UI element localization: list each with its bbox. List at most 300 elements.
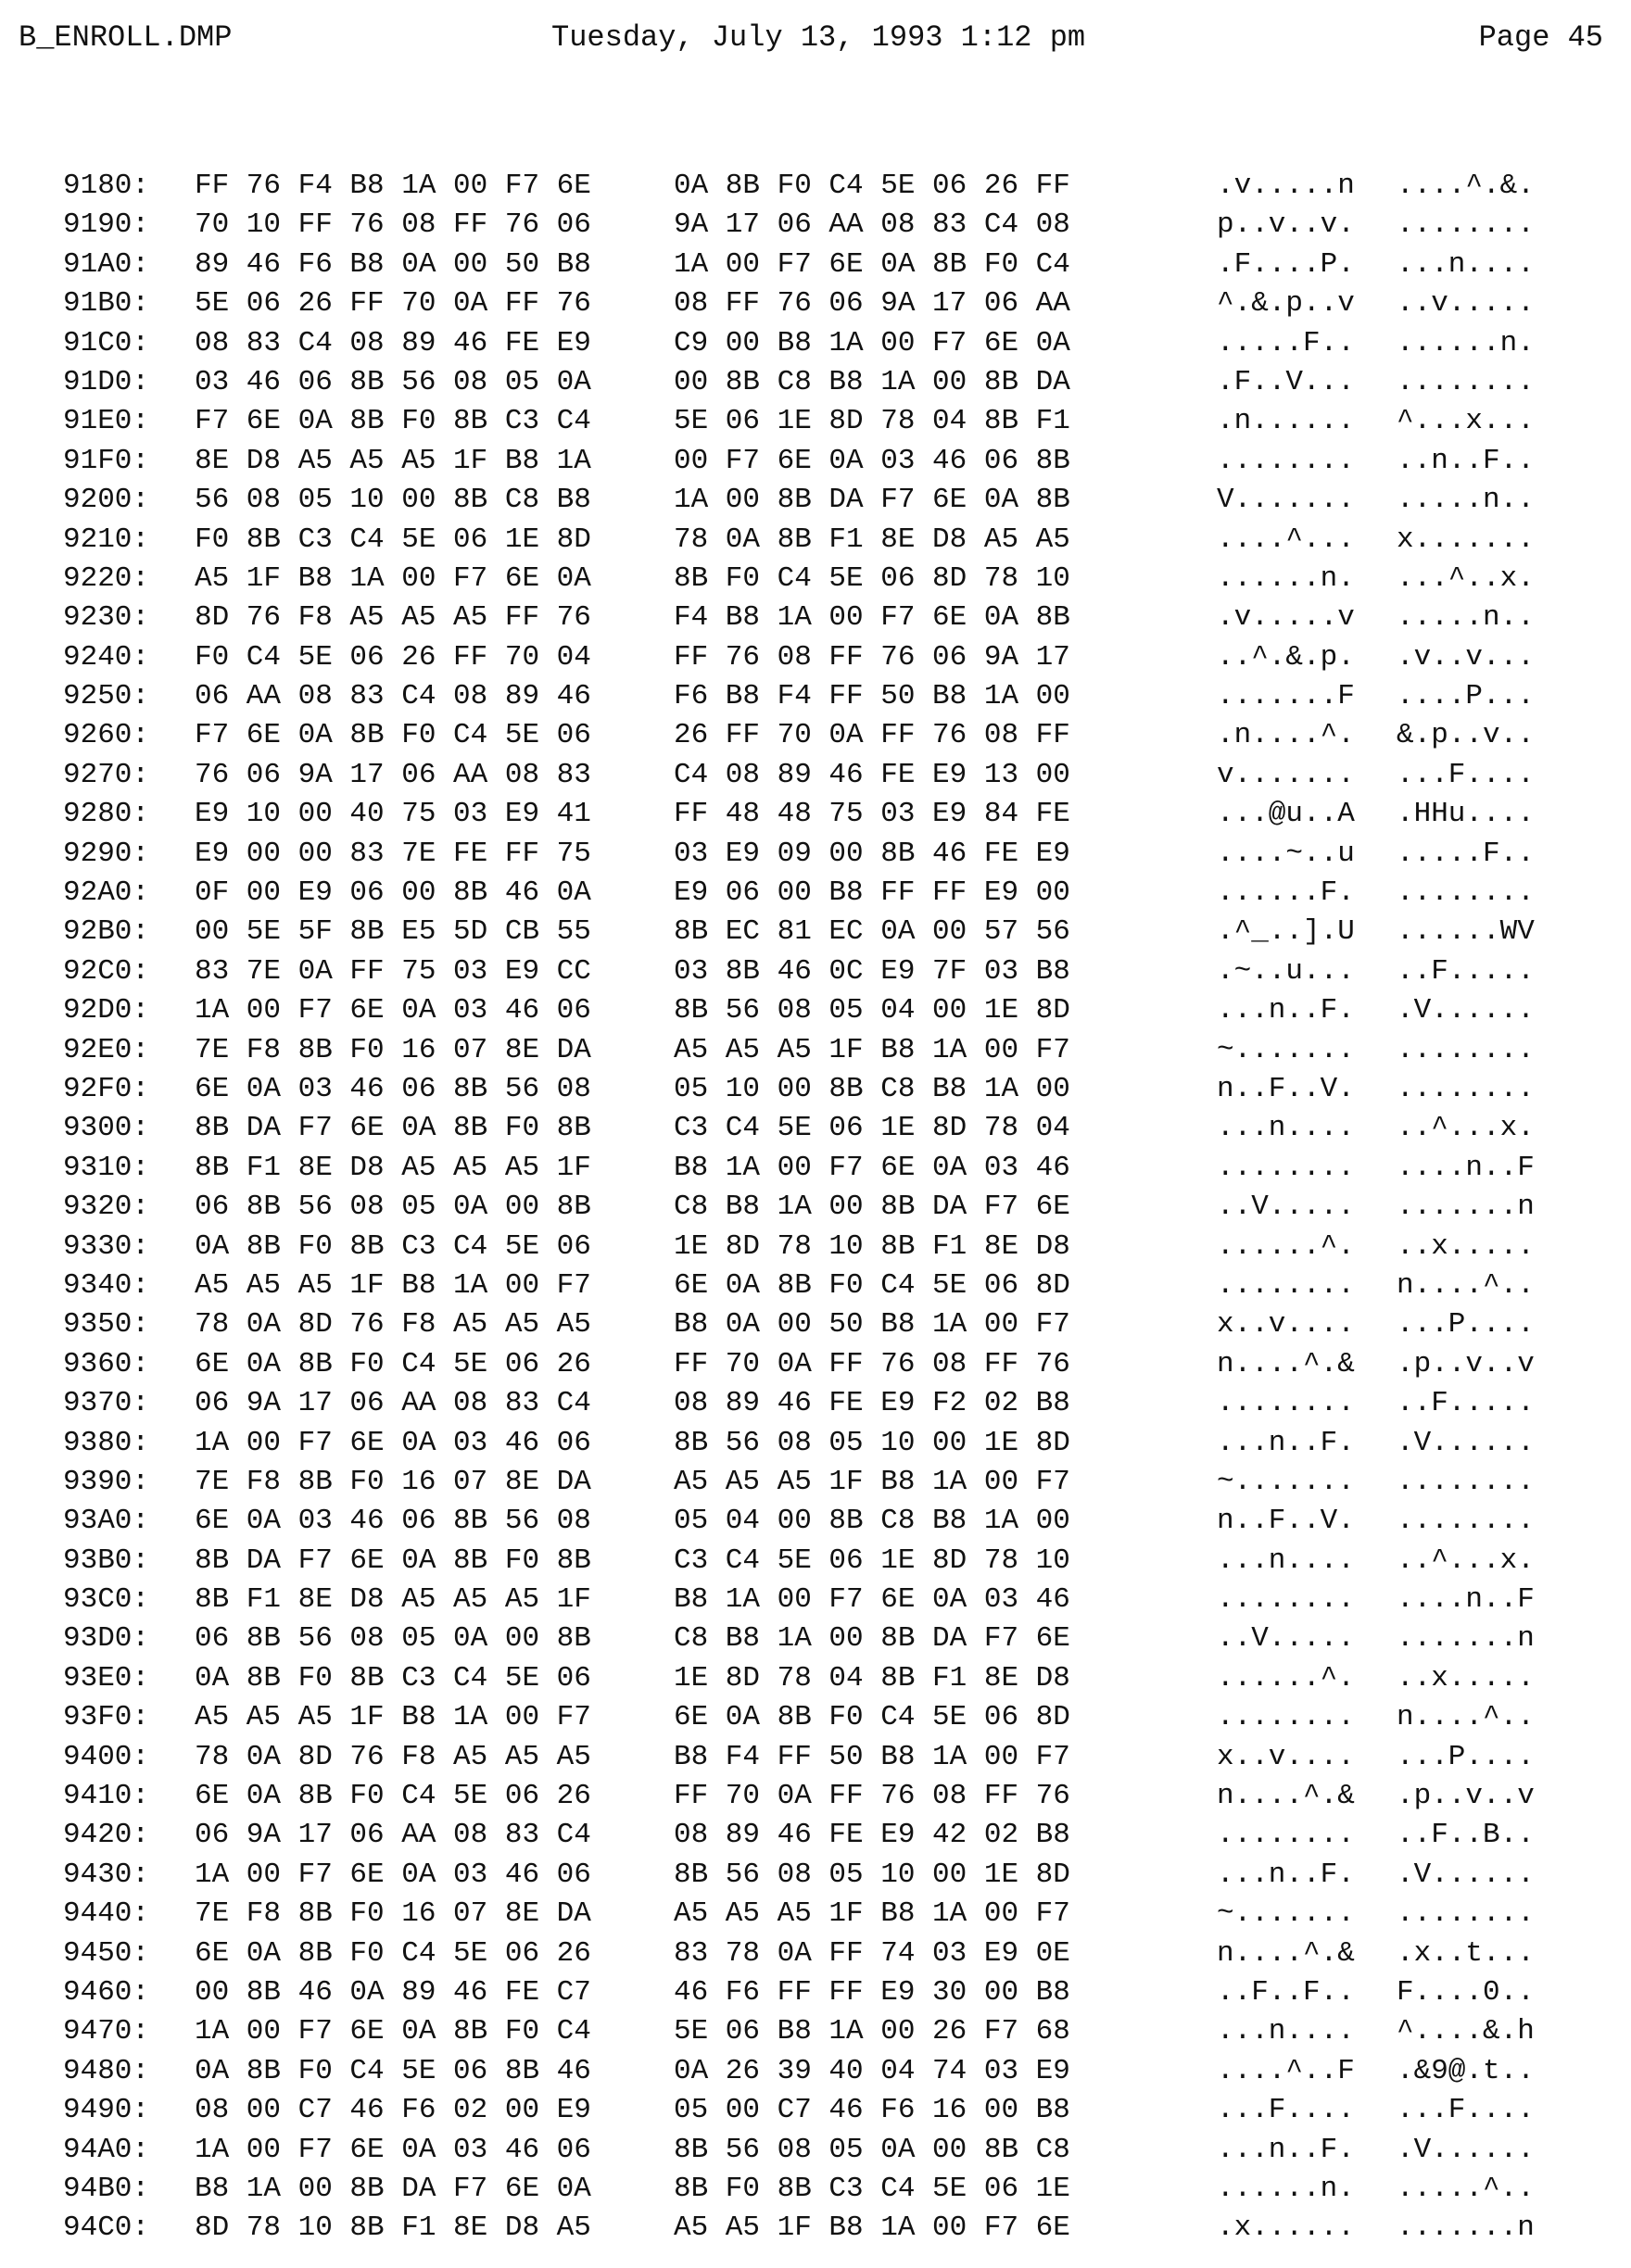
hex-bytes-high: A5 A5 1F B8 1A 00 F7 6E [674,2211,1070,2245]
hex-bytes-low: 0A 8B F0 8B C3 C4 5E 06 [195,1229,591,1263]
ascii-high: .V...... [1397,1858,1535,1891]
hex-bytes-low: 8B F1 8E D8 A5 A5 A5 1F [195,1151,591,1184]
ascii-low: ...n..F. [1217,1426,1355,1459]
ascii-high: ..x..... [1397,1661,1535,1695]
row-address: 92A0: [63,876,150,910]
ascii-high: .HHu.... [1397,798,1535,831]
ascii-high: .V...... [1397,994,1535,1027]
hex-bytes-high: B8 0A 00 50 B8 1A 00 F7 [674,1308,1070,1342]
hex-bytes-high: C4 08 89 46 FE E9 13 00 [674,758,1070,791]
hex-bytes-high: 8B 56 08 05 10 00 1E 8D [674,1858,1070,1891]
dump-row [0,1934,1631,1973]
row-address: 9330: [63,1229,150,1263]
row-address: 93D0: [63,1622,150,1656]
ascii-low: ......n. [1217,561,1355,595]
dump-row [0,1738,1631,1777]
hex-bytes-high: A5 A5 A5 1F B8 1A 00 F7 [674,1897,1070,1931]
ascii-high: ........ [1397,1897,1535,1931]
ascii-high: ..F..B.. [1397,1819,1535,1852]
ascii-low: .n....^. [1217,719,1355,752]
row-address: 9430: [63,1858,150,1891]
hex-bytes-high: 26 FF 70 0A FF 76 08 FF [674,719,1070,752]
hex-bytes-high: 0A 8B F0 C4 5E 06 26 FF [674,170,1070,202]
hex-bytes-low: 78 0A 8D 76 F8 A5 A5 A5 [195,1740,591,1773]
row-address: 93E0: [63,1661,150,1695]
row-address: 9270: [63,758,150,791]
dump-row [0,1816,1631,1855]
row-address: 94B0: [63,2172,150,2205]
ascii-high: ........ [1397,365,1535,398]
row-address: 9370: [63,1387,150,1420]
hex-bytes-high: 1E 8D 78 10 8B F1 8E D8 [674,1229,1070,1263]
ascii-high: .p..v..v [1397,1347,1535,1380]
row-address: 91D0: [63,365,150,398]
row-address: 9320: [63,1191,150,1224]
dump-row [0,284,1631,323]
dump-row [0,246,1631,284]
hex-bytes-low: E9 00 00 83 7E FE FF 75 [195,837,591,870]
dump-row [0,2209,1631,2248]
ascii-high: ^....&.h [1397,2015,1535,2048]
ascii-high: ....n..F [1397,1151,1535,1184]
hex-bytes-low: A5 A5 A5 1F B8 1A 00 F7 [195,1701,591,1734]
hex-bytes-high: A5 A5 A5 1F B8 1A 00 F7 [674,1033,1070,1066]
ascii-low: x..v.... [1217,1740,1355,1773]
hex-bytes-low: 70 10 FF 76 08 FF 76 06 [195,208,591,242]
ascii-high: ......WV [1397,915,1535,949]
hex-bytes-high: C3 C4 5E 06 1E 8D 78 04 [674,1112,1070,1145]
ascii-low: .x...... [1217,2211,1355,2245]
ascii-high: ........ [1397,1465,1535,1498]
row-address: 9450: [63,1936,150,1970]
dump-row [0,1973,1631,2012]
dump-row [0,324,1631,363]
hex-bytes-high: 8B 56 08 05 0A 00 8B C8 [674,2133,1070,2166]
dump-row [0,1856,1631,1895]
hex-bytes-low: 56 08 05 10 00 8B C8 B8 [195,484,591,517]
hex-bytes-low: 8B DA F7 6E 0A 8B F0 8B [195,1544,591,1577]
hex-bytes-high: 08 89 46 FE E9 F2 02 B8 [674,1387,1070,1420]
hex-bytes-high: 5E 06 B8 1A 00 26 F7 68 [674,2015,1070,2048]
hex-bytes-high: E9 06 00 B8 FF FF E9 00 [674,876,1070,910]
dump-row [0,835,1631,874]
hex-bytes-low: F7 6E 0A 8B F0 8B C3 C4 [195,405,591,438]
hex-bytes-high: FF 70 0A FF 76 08 FF 76 [674,1780,1070,1813]
hex-bytes-low: B8 1A 00 8B DA F7 6E 0A [195,2172,591,2205]
hex-bytes-high: B8 1A 00 F7 6E 0A 03 46 [674,1583,1070,1617]
ascii-high: ....P... [1397,680,1535,713]
hex-bytes-low: 06 9A 17 06 AA 08 83 C4 [195,1387,591,1420]
ascii-low: ~....... [1217,1465,1355,1498]
row-address: 9310: [63,1151,150,1184]
ascii-high: ..^...x. [1397,1544,1535,1577]
dump-row [0,1384,1631,1423]
hex-bytes-high: 05 04 00 8B C8 B8 1A 00 [674,1505,1070,1538]
hex-bytes-low: 5E 06 26 FF 70 0A FF 76 [195,287,591,321]
row-address: 93A0: [63,1505,150,1538]
ascii-low: ........ [1217,1268,1355,1302]
hex-bytes-low: FF 76 F4 B8 1A 00 F7 6E [195,170,591,202]
row-address: 91A0: [63,247,150,281]
ascii-low: .n...... [1217,405,1355,438]
hex-bytes-low: 08 00 C7 46 F6 02 00 E9 [195,2094,591,2127]
ascii-low: .~..u... [1217,954,1355,988]
ascii-high: F....0.. [1397,1975,1535,2009]
dump-row [0,2052,1631,2091]
row-address: 9190: [63,208,150,242]
dump-row [0,638,1631,677]
dump-row [0,1502,1631,1541]
ascii-low: x..v.... [1217,1308,1355,1342]
ascii-low: ...n.... [1217,1112,1355,1145]
ascii-high: ........ [1397,1033,1535,1066]
ascii-low: .F..V... [1217,365,1355,398]
dump-row [0,1031,1631,1070]
row-address: 9180: [63,170,150,202]
hex-bytes-low: 7E F8 8B F0 16 07 8E DA [195,1897,591,1931]
ascii-low: ........ [1217,1387,1355,1420]
hex-bytes-high: 00 F7 6E 0A 03 46 06 8B [674,444,1070,477]
ascii-high: .p..v..v [1397,1780,1535,1813]
ascii-low: ...n..F. [1217,1858,1355,1891]
ascii-high: ...F.... [1397,758,1535,791]
row-address: 92B0: [63,915,150,949]
row-address: 9350: [63,1308,150,1342]
ascii-low: ......^. [1217,1661,1355,1695]
row-address: 91E0: [63,405,150,438]
dump-row [0,1305,1631,1344]
ascii-high: ...F.... [1397,2094,1535,2127]
hex-bytes-low: 0A 8B F0 8B C3 C4 5E 06 [195,1661,591,1695]
hex-bytes-high: 78 0A 8B F1 8E D8 A5 A5 [674,523,1070,556]
hex-bytes-low: F7 6E 0A 8B F0 C4 5E 06 [195,719,591,752]
ascii-high: .....n.. [1397,601,1535,635]
ascii-high: .......n [1397,1191,1535,1224]
hex-bytes-low: 6E 0A 8B F0 C4 5E 06 26 [195,1936,591,1970]
row-address: 9400: [63,1740,150,1773]
dump-row [0,1581,1631,1619]
dump-row [0,874,1631,913]
hex-bytes-high: 8B F0 8B C3 C4 5E 06 1E [674,2172,1070,2205]
ascii-low: ....~..u [1217,837,1355,870]
dump-row [0,598,1631,637]
ascii-low: ...n..F. [1217,994,1355,1027]
dump-row [0,1070,1631,1109]
hex-bytes-high: 1A 00 8B DA F7 6E 0A 8B [674,484,1070,517]
row-address: 9280: [63,798,150,831]
hex-bytes-low: 1A 00 F7 6E 0A 03 46 06 [195,1426,591,1459]
ascii-low: ..^.&.p. [1217,640,1355,674]
hex-bytes-high: C8 B8 1A 00 8B DA F7 6E [674,1622,1070,1656]
row-address: 9220: [63,561,150,595]
dump-row [0,795,1631,834]
ascii-low: ......^. [1217,1229,1355,1263]
ascii-low: ...F.... [1217,2094,1355,2127]
file-name: B_ENROLL.DMP [19,20,233,55]
dump-row [0,206,1631,245]
dump-row [0,1659,1631,1698]
hex-bytes-low: 76 06 9A 17 06 AA 08 83 [195,758,591,791]
ascii-low: ........ [1217,1583,1355,1617]
hex-bytes-high: C8 B8 1A 00 8B DA F7 6E [674,1191,1070,1224]
ascii-low: ........ [1217,444,1355,477]
ascii-high: ........ [1397,208,1535,242]
dump-row [0,991,1631,1030]
hex-bytes-low: E9 10 00 40 75 03 E9 41 [195,798,591,831]
ascii-high: .....F.. [1397,837,1535,870]
ascii-low: .......F [1217,680,1355,713]
hex-bytes-low: 0F 00 E9 06 00 8B 46 0A [195,876,591,910]
hex-bytes-high: A5 A5 A5 1F B8 1A 00 F7 [674,1465,1070,1498]
hex-bytes-low: 06 AA 08 83 C4 08 89 46 [195,680,591,713]
ascii-low: .^_..].U [1217,915,1355,949]
ascii-low: n....^.& [1217,1780,1355,1813]
hex-bytes-high: 83 78 0A FF 74 03 E9 0E [674,1936,1070,1970]
ascii-high: ........ [1397,1505,1535,1538]
hex-bytes-high: 03 E9 09 00 8B 46 FE E9 [674,837,1070,870]
hex-bytes-high: 08 FF 76 06 9A 17 06 AA [674,287,1070,321]
ascii-low: ........ [1217,1701,1355,1734]
row-address: 9360: [63,1347,150,1380]
ascii-high: .....n.. [1397,484,1535,517]
row-address: 9390: [63,1465,150,1498]
row-address: 9260: [63,719,150,752]
ascii-high: ........ [1397,1072,1535,1105]
hex-bytes-high: 8B F0 C4 5E 06 8D 78 10 [674,561,1070,595]
hex-bytes-high: 46 F6 FF FF E9 30 00 B8 [674,1975,1070,2009]
hex-bytes-high: 08 89 46 FE E9 42 02 B8 [674,1819,1070,1852]
hex-bytes-high: FF 70 0A FF 76 08 FF 76 [674,1347,1070,1380]
hex-bytes-high: FF 48 48 75 03 E9 84 FE [674,798,1070,831]
row-address: 92E0: [63,1033,150,1066]
dump-row [0,1149,1631,1188]
dump-row [0,2170,1631,2209]
ascii-low: ...n..F. [1217,2133,1355,2166]
hex-bytes-high: C3 C4 5E 06 1E 8D 78 10 [674,1544,1070,1577]
ascii-high: .......n [1397,2211,1535,2245]
dump-row [0,363,1631,402]
dump-row [0,2012,1631,2051]
ascii-low: n....^.& [1217,1347,1355,1380]
row-address: 9340: [63,1268,150,1302]
hex-bytes-low: F0 C4 5E 06 26 FF 70 04 [195,640,591,674]
hex-bytes-low: A5 1F B8 1A 00 F7 6E 0A [195,561,591,595]
hex-bytes-high: 6E 0A 8B F0 C4 5E 06 8D [674,1701,1070,1734]
row-address: 9290: [63,837,150,870]
hex-bytes-high: 5E 06 1E 8D 78 04 8B F1 [674,405,1070,438]
ascii-low: ........ [1217,1151,1355,1184]
row-address: 93C0: [63,1583,150,1617]
hex-bytes-high: 1E 8D 78 04 8B F1 8E D8 [674,1661,1070,1695]
row-address: 9470: [63,2015,150,2048]
hex-bytes-low: 06 9A 17 06 AA 08 83 C4 [195,1819,591,1852]
hex-bytes-high: F6 B8 F4 FF 50 B8 1A 00 [674,680,1070,713]
dump-row [0,1188,1631,1227]
ascii-low: ~....... [1217,1897,1355,1931]
ascii-low: ......F. [1217,876,1355,910]
hex-bytes-low: 03 46 06 8B 56 08 05 0A [195,365,591,398]
hex-bytes-high: 6E 0A 8B F0 C4 5E 06 8D [674,1268,1070,1302]
row-address: 9410: [63,1780,150,1813]
ascii-low: .v.....n [1217,170,1355,202]
ascii-high: .......n [1397,1622,1535,1656]
hex-bytes-high: C9 00 B8 1A 00 F7 6E 0A [674,326,1070,359]
hex-bytes-high: 8B EC 81 EC 0A 00 57 56 [674,915,1070,949]
ascii-high: ...P.... [1397,1740,1535,1773]
ascii-high: .V...... [1397,1426,1535,1459]
ascii-low: ........ [1217,1819,1355,1852]
ascii-high: ......n. [1397,326,1535,359]
hex-bytes-low: 8D 76 F8 A5 A5 A5 FF 76 [195,601,591,635]
hex-bytes-low: 6E 0A 03 46 06 8B 56 08 [195,1072,591,1105]
dump-row [0,913,1631,951]
hex-bytes-high: 03 8B 46 0C E9 7F 03 B8 [674,954,1070,988]
dump-row [0,2131,1631,2170]
hex-bytes-low: F0 8B C3 C4 5E 06 1E 8D [195,523,591,556]
row-address: 91B0: [63,287,150,321]
hex-bytes-low: 06 8B 56 08 05 0A 00 8B [195,1622,591,1656]
hex-bytes-high: 8B 56 08 05 10 00 1E 8D [674,1426,1070,1459]
dump-row [0,756,1631,795]
ascii-low: ...n.... [1217,2015,1355,2048]
row-address: 9300: [63,1112,150,1145]
row-address: 9460: [63,1975,150,2009]
dump-row [0,481,1631,520]
hex-bytes-low: 8E D8 A5 A5 A5 1F B8 1A [195,444,591,477]
row-address: 94C0: [63,2211,150,2245]
row-address: 9490: [63,2094,150,2127]
hex-bytes-low: 00 5E 5F 8B E5 5D CB 55 [195,915,591,949]
ascii-high: ..n..F.. [1397,444,1535,477]
row-address: 92D0: [63,994,150,1027]
ascii-low: .v.....v [1217,601,1355,635]
hex-bytes-high: 05 00 C7 46 F6 16 00 B8 [674,2094,1070,2127]
row-address: 9250: [63,680,150,713]
hex-bytes-high: F4 B8 1A 00 F7 6E 0A 8B [674,601,1070,635]
row-address: 91F0: [63,444,150,477]
ascii-low: n..F..V. [1217,1505,1355,1538]
hex-bytes-low: 1A 00 F7 6E 0A 03 46 06 [195,994,591,1027]
dump-row [0,952,1631,991]
row-address: 92F0: [63,1072,150,1105]
hex-bytes-high: 00 8B C8 B8 1A 00 8B DA [674,365,1070,398]
hex-bytes-low: 00 8B 46 0A 89 46 FE C7 [195,1975,591,2009]
hex-dump [0,167,1631,2249]
dump-row [0,716,1631,755]
ascii-low: V....... [1217,484,1355,517]
hex-bytes-low: A5 A5 A5 1F B8 1A 00 F7 [195,1268,591,1302]
ascii-high: ..x..... [1397,1229,1535,1263]
page-number: Page 45 [1478,20,1603,55]
hex-bytes-low: 8B DA F7 6E 0A 8B F0 8B [195,1112,591,1145]
hex-bytes-low: 83 7E 0A FF 75 03 E9 CC [195,954,591,988]
ascii-high: n....^.. [1397,1268,1535,1302]
ascii-low: .....F.. [1217,326,1355,359]
row-address: 9200: [63,484,150,517]
dump-row [0,1619,1631,1658]
hex-bytes-low: 8B F1 8E D8 A5 A5 A5 1F [195,1583,591,1617]
row-address: 9380: [63,1426,150,1459]
row-address: 9230: [63,601,150,635]
hex-bytes-low: 08 83 C4 08 89 46 FE E9 [195,326,591,359]
hex-bytes-low: 89 46 F6 B8 0A 00 50 B8 [195,247,591,281]
hex-bytes-low: 7E F8 8B F0 16 07 8E DA [195,1033,591,1066]
print-datetime: Tuesday, July 13, 1993 1:12 pm [551,20,1086,55]
ascii-high: ..v..... [1397,287,1535,321]
ascii-low: ......n. [1217,2172,1355,2205]
row-address: 93B0: [63,1544,150,1577]
ascii-high: .V...... [1397,2133,1535,2166]
hex-bytes-high: 9A 17 06 AA 08 83 C4 08 [674,208,1070,242]
dump-row [0,1109,1631,1148]
ascii-low: p..v..v. [1217,208,1355,242]
dump-row [0,1228,1631,1266]
ascii-high: ....n..F [1397,1583,1535,1617]
hex-bytes-high: 1A 00 F7 6E 0A 8B F0 C4 [674,247,1070,281]
dump-row [0,1542,1631,1581]
ascii-low: ~....... [1217,1033,1355,1066]
dump-row [0,1895,1631,1934]
dump-row [0,1777,1631,1816]
row-address: 92C0: [63,954,150,988]
ascii-high: &.p..v.. [1397,719,1535,752]
hex-bytes-high: 0A 26 39 40 04 74 03 E9 [674,2054,1070,2087]
row-address: 9210: [63,523,150,556]
hex-bytes-low: 6E 0A 8B F0 C4 5E 06 26 [195,1347,591,1380]
ascii-low: v....... [1217,758,1355,791]
ascii-low: .F....P. [1217,247,1355,281]
ascii-high: ...n.... [1397,247,1535,281]
hex-bytes-high: B8 F4 FF 50 B8 1A 00 F7 [674,1740,1070,1773]
ascii-low: ....^... [1217,523,1355,556]
ascii-high: ..F..... [1397,954,1535,988]
ascii-high: .v..v... [1397,640,1535,674]
ascii-low: ..V..... [1217,1191,1355,1224]
hex-bytes-low: 06 8B 56 08 05 0A 00 8B [195,1191,591,1224]
hex-bytes-low: 6E 0A 03 46 06 8B 56 08 [195,1505,591,1538]
row-address: 91C0: [63,326,150,359]
dump-row [0,402,1631,441]
ascii-high: ...P.... [1397,1308,1535,1342]
row-address: 94A0: [63,2133,150,2166]
ascii-low: ...n.... [1217,1544,1355,1577]
dump-row [0,167,1631,206]
row-address: 9420: [63,1819,150,1852]
row-address: 9240: [63,640,150,674]
dump-row [0,521,1631,560]
hex-bytes-low: 1A 00 F7 6E 0A 03 46 06 [195,1858,591,1891]
ascii-high: ........ [1397,876,1535,910]
dump-row [0,1266,1631,1305]
hex-bytes-low: 78 0A 8D 76 F8 A5 A5 A5 [195,1308,591,1342]
ascii-high: .....^.. [1397,2172,1535,2205]
ascii-low: ^.&.p..v [1217,287,1355,321]
ascii-low: ....^..F [1217,2054,1355,2087]
page-header [19,15,1603,61]
hex-bytes-high: FF 76 08 FF 76 06 9A 17 [674,640,1070,674]
hex-bytes-low: 0A 8B F0 C4 5E 06 8B 46 [195,2054,591,2087]
row-address: 93F0: [63,1701,150,1734]
dump-row [0,677,1631,716]
ascii-high: n....^.. [1397,1701,1535,1734]
dump-row [0,1345,1631,1384]
ascii-high: ^...x... [1397,405,1535,438]
hex-bytes-low: 7E F8 8B F0 16 07 8E DA [195,1465,591,1498]
ascii-low: n....^.& [1217,1936,1355,1970]
hex-bytes-high: 8B 56 08 05 04 00 1E 8D [674,994,1070,1027]
row-address: 9480: [63,2054,150,2087]
hex-bytes-high: 05 10 00 8B C8 B8 1A 00 [674,1072,1070,1105]
